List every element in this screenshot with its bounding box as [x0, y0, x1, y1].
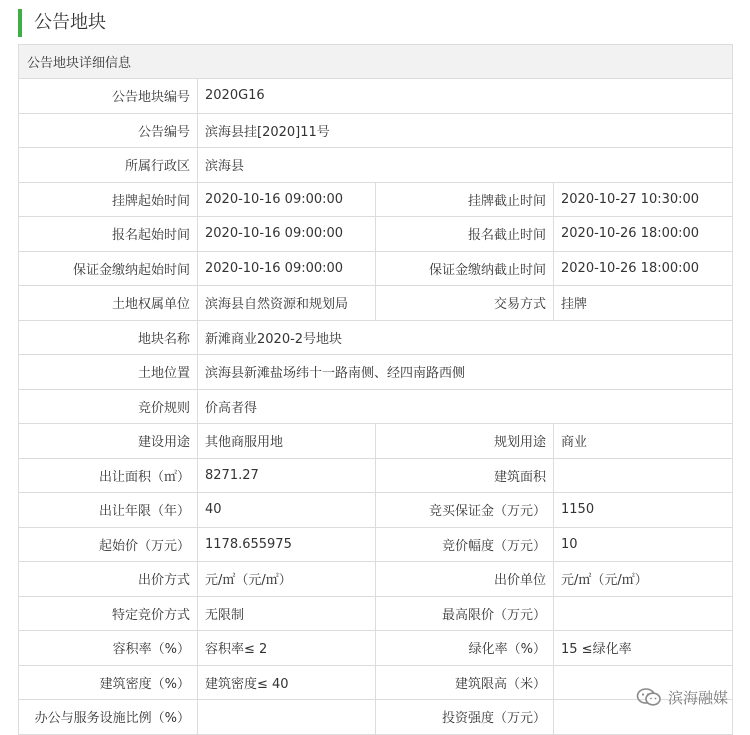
table-row [19, 217, 733, 252]
field-label: 地块名称 [19, 320, 198, 355]
field-label: 竞买保证金（万元） [376, 493, 554, 528]
table-row [19, 527, 733, 562]
field-value: 建筑密度≤ 40 [198, 665, 376, 700]
table-row [19, 79, 733, 114]
field-label: 公告编号 [19, 113, 198, 148]
field-label: 投资强度（万元） [376, 700, 554, 735]
wechat-icon [636, 687, 662, 707]
field-value: 容积率≤ 2 [198, 631, 376, 666]
table-row [19, 182, 733, 217]
field-label: 特定竞价方式 [19, 596, 198, 631]
watermark [636, 686, 728, 708]
table-row [19, 113, 733, 148]
field-value: 元/㎡（元/㎡） [554, 562, 733, 597]
field-label: 绿化率（%） [376, 631, 554, 666]
field-label: 竞价幅度（万元） [376, 527, 554, 562]
field-value: 2020-10-26 18:00:00 [554, 251, 733, 286]
field-label: 建筑限高（米） [376, 665, 554, 700]
field-value: 1150 [554, 493, 733, 528]
field-value: 2020-10-16 09:00:00 [198, 251, 376, 286]
table-row [19, 355, 733, 390]
field-value: 元/㎡（元/㎡） [198, 562, 376, 597]
field-value: 40 [198, 493, 376, 528]
field-label: 土地位置 [19, 355, 198, 390]
field-label: 报名截止时间 [376, 217, 554, 252]
field-value: 商业 [554, 424, 733, 459]
field-value: 2020G16 [198, 79, 733, 114]
field-label: 建设用途 [19, 424, 198, 459]
parcel-detail-table [18, 44, 733, 735]
field-value: 滨海县新滩盐场纬十一路南侧、经四南路西侧 [198, 355, 733, 390]
field-label: 保证金缴纳起始时间 [19, 251, 198, 286]
table-row [19, 286, 733, 321]
field-value: 2020-10-16 09:00:00 [198, 217, 376, 252]
table-row [19, 424, 733, 459]
field-value: 2020-10-27 10:30:00 [554, 182, 733, 217]
field-label: 所属行政区 [19, 148, 198, 183]
field-label: 起始价（万元） [19, 527, 198, 562]
table-caption-row [19, 45, 733, 79]
field-value [554, 458, 733, 493]
field-value: 价高者得 [198, 389, 733, 424]
table-row [19, 631, 733, 666]
field-label: 公告地块编号 [19, 79, 198, 114]
field-label: 报名起始时间 [19, 217, 198, 252]
field-label: 挂牌截止时间 [376, 182, 554, 217]
field-label: 建筑面积 [376, 458, 554, 493]
field-label: 出让年限（年） [19, 493, 198, 528]
field-value: 无限制 [198, 596, 376, 631]
section-title: 公告地块 [18, 9, 106, 37]
table-row [19, 665, 733, 700]
table-row [19, 389, 733, 424]
field-value: 其他商服用地 [198, 424, 376, 459]
watermark-text: 滨海融媒 [667, 688, 728, 707]
table-row [19, 148, 733, 183]
field-value [554, 596, 733, 631]
table-row [19, 251, 733, 286]
field-label: 最高限价（万元） [376, 596, 554, 631]
field-value: 滨海县自然资源和规划局 [198, 286, 376, 321]
table-row [19, 458, 733, 493]
field-value: 15 ≤绿化率 [554, 631, 733, 666]
table-row [19, 493, 733, 528]
field-label: 保证金缴纳截止时间 [376, 251, 554, 286]
table-caption: 公告地块详细信息 [19, 45, 733, 79]
field-value: 10 [554, 527, 733, 562]
field-label: 出让面积（㎡） [19, 458, 198, 493]
field-label: 建筑密度（%） [19, 665, 198, 700]
field-label: 土地权属单位 [19, 286, 198, 321]
field-value: 8271.27 [198, 458, 376, 493]
field-value: 挂牌 [554, 286, 733, 321]
parcel-detail-table-wrap [18, 44, 732, 735]
field-value: 2020-10-16 09:00:00 [198, 182, 376, 217]
field-label: 规划用途 [376, 424, 554, 459]
table-row [19, 700, 733, 735]
field-value: 新滩商业2020-2号地块 [198, 320, 733, 355]
field-value: 2020-10-26 18:00:00 [554, 217, 733, 252]
field-label: 容积率（%） [19, 631, 198, 666]
field-value [198, 700, 376, 735]
table-row [19, 596, 733, 631]
field-value: 1178.655975 [198, 527, 376, 562]
field-value: 滨海县挂[2020]11号 [198, 113, 733, 148]
field-label: 竞价规则 [19, 389, 198, 424]
field-label: 出价单位 [376, 562, 554, 597]
field-label: 办公与服务设施比例（%） [19, 700, 198, 735]
table-row [19, 562, 733, 597]
field-value: 滨海县 [198, 148, 733, 183]
table-row [19, 320, 733, 355]
field-label: 挂牌起始时间 [19, 182, 198, 217]
field-label: 交易方式 [376, 286, 554, 321]
field-label: 出价方式 [19, 562, 198, 597]
